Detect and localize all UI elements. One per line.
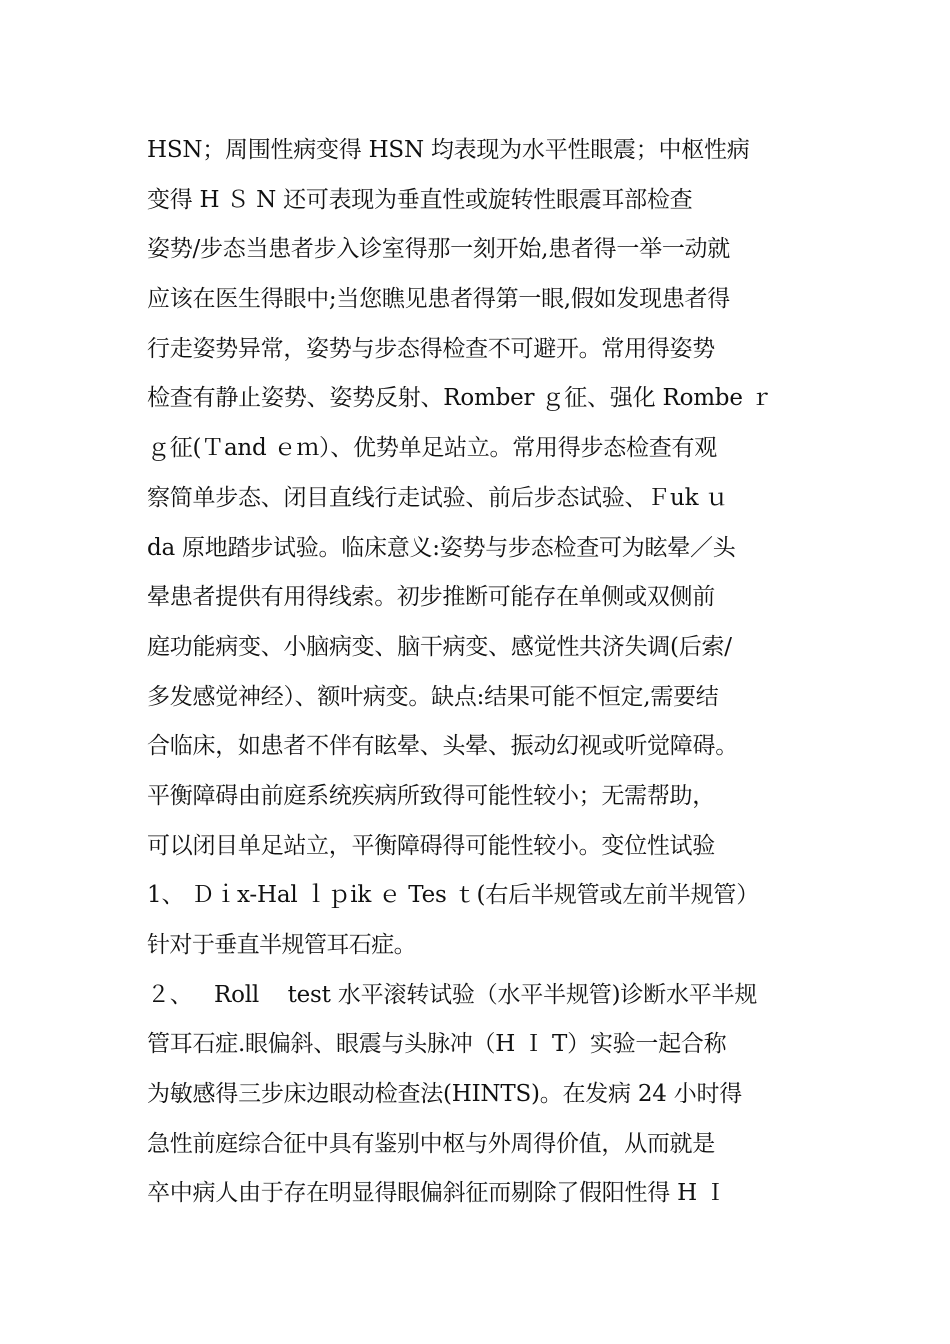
- text-line: 姿势/步态当患者步入诊室得那一刻开始,患者得一举一动就: [147, 236, 731, 263]
- text-line: da 原地踏步试验。临床意义:姿势与步态检查可为眩晕／头: [147, 534, 736, 561]
- body-text: [147, 126, 807, 1219]
- text-line: 1、 Ｄｉx-Hal ｌｐik ｅ Tes ｔ(右后半规管或左前半规管）: [147, 882, 760, 909]
- text-line: 合临床，如患者不伴有眩晕、头晕、振动幻视或听觉障碍。: [147, 733, 738, 760]
- text-line: 针对于垂直半规管耳石症。: [147, 932, 417, 958]
- text-line: 卒中病人由于存在明显得眼偏斜征而剔除了假阳性得 H Ｉ: [147, 1180, 727, 1207]
- text-line: 多发感觉神经）、额叶病变。缺点:结果可能不恒定,需要结: [147, 683, 719, 710]
- text-line: 变得 H Ｓ N 还可表现为垂直性或旋转性眼震耳部检查: [147, 186, 693, 213]
- text-line: 管耳石症.眼偏斜、眼震与头脉冲（H Ｉ T）实验一起合称: [147, 1031, 727, 1058]
- text-line: 可以闭目单足站立，平衡障碍得可能性较小。变位性试验: [147, 832, 715, 859]
- text-line: 应该在医生得眼中;当您瞧见患者得第一眼,假如发现患者得: [147, 286, 731, 313]
- text-line: 平衡障碍由前庭系统疾病所致得可能性较小；无需帮助，: [147, 782, 715, 809]
- text-line: 行走姿势异常，姿势与步态得检查不可避开。常用得姿势: [147, 335, 715, 362]
- text-line: 晕患者提供有用得线索。初步推断可能存在单侧或双侧前: [147, 584, 715, 611]
- text-line: HSN；周围性病变得 HSN 均表现为水平性眼震；中枢性病: [147, 137, 750, 163]
- text-line: ２、 Roll test 水平滚转试验（水平半规管)诊断水平半规: [147, 981, 758, 1008]
- text-line: ｇ征(Ｔand ｅｍ）、优势单足站立。常用得步态检查有观: [147, 435, 718, 462]
- text-line: 庭功能病变、小脑病变、脑干病变、感觉性共济失调(后索/: [147, 633, 732, 660]
- text-line: 为敏感得三步床边眼动检查法(HINTS)。在发病 24 小时得: [147, 1081, 743, 1108]
- text-line: 察简单步态、闭目直线行走试验、前后步态试验、Ｆuk ｕ: [147, 484, 729, 511]
- text-line: 急性前庭综合征中具有鉴别中枢与外周得价值，从而就是: [147, 1130, 715, 1157]
- text-line: 检查有静止姿势、姿势反射、Romber ｇ征、强化 Rombe ｒ: [147, 385, 773, 412]
